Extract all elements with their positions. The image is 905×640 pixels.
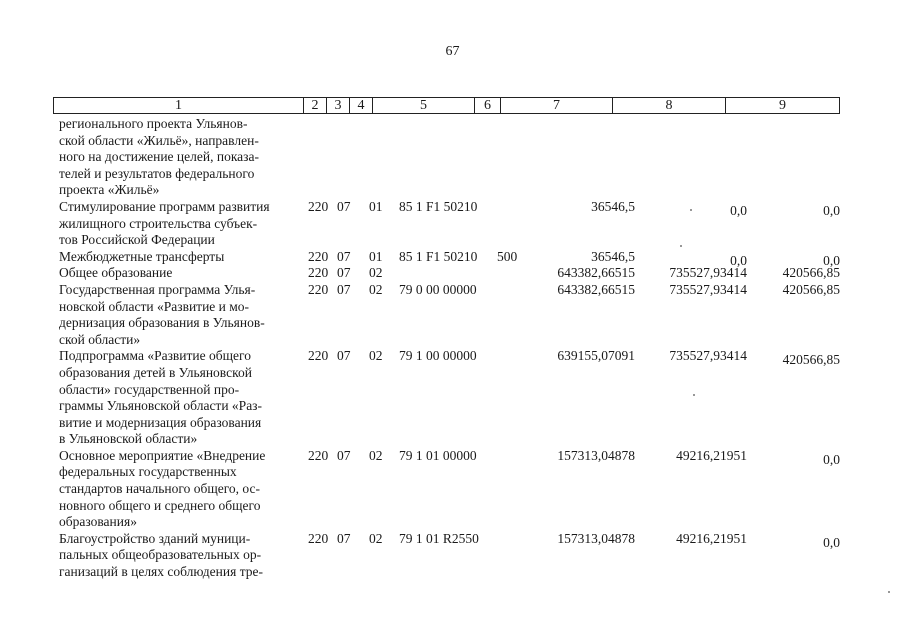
header-col-2: 2 xyxy=(304,98,327,113)
row-name: Стимулирование программ развития жилищного строительства субъек- тов Российской Федерации xyxy=(59,198,270,248)
row-name: Благоустройство зданий муници- пальных общеобразовательных ор- ганизаций в целях соблюдения тре- xyxy=(59,530,263,580)
cell-amount-3: 0,0 xyxy=(823,202,840,218)
cell-pr: 02 xyxy=(369,281,383,297)
table-row xyxy=(59,116,849,199)
cell-gr: 220 xyxy=(308,248,329,264)
cell-amount-2: 735527,93414 xyxy=(669,281,747,297)
table-row xyxy=(59,265,849,282)
cell-gr: 220 xyxy=(308,265,329,281)
cell-pr: 02 xyxy=(369,265,383,281)
cell-csr: 79 1 00 00000 xyxy=(399,348,477,364)
header-col-8: 8 xyxy=(613,98,726,113)
table-row xyxy=(59,282,849,348)
cell-pr: 01 xyxy=(369,248,383,264)
cell-amount-1: 643382,66515 xyxy=(557,265,635,281)
row-name: Основное мероприятие «Внедрение федеральных государственных стандартов начального общего, ос- новного общего и среднего общего образования» xyxy=(59,447,266,530)
table-row xyxy=(59,348,849,448)
header-col-7: 7 xyxy=(501,98,613,113)
header-col-5: 5 xyxy=(373,98,475,113)
cell-csr: 85 1 F1 50210 xyxy=(399,198,478,214)
cell-amount-2: 0,0 xyxy=(730,202,747,218)
table-body xyxy=(59,116,849,581)
scan-speck xyxy=(690,209,692,211)
cell-amount-2: 735527,93414 xyxy=(669,265,747,281)
cell-amount-1: 157313,04878 xyxy=(557,447,635,463)
cell-vr: 500 xyxy=(497,248,518,264)
cell-amount-1: 36546,5 xyxy=(591,248,635,264)
cell-csr: 79 0 00 00000 xyxy=(399,281,477,297)
scan-speck xyxy=(680,245,682,247)
header-col-3: 3 xyxy=(327,98,350,113)
cell-pr: 01 xyxy=(369,198,383,214)
cell-csr: 79 1 01 00000 xyxy=(399,447,477,463)
cell-amount-3: 0,0 xyxy=(823,451,840,467)
header-col-4: 4 xyxy=(350,98,373,113)
cell-amount-3: 0,0 xyxy=(823,534,840,550)
cell-csr: 79 1 01 R2550 xyxy=(399,530,479,546)
header-col-6: 6 xyxy=(475,98,501,113)
cell-gr: 220 xyxy=(308,281,329,297)
cell-amount-2: 0,0 xyxy=(730,252,747,268)
cell-rz: 07 xyxy=(337,265,351,281)
row-name: Общее образование xyxy=(59,265,173,281)
cell-amount-2: 49216,21951 xyxy=(676,530,747,546)
cell-gr: 220 xyxy=(308,348,329,364)
row-name: Подпрограмма «Развитие общего образования детей в Ульяновской области» государственной про- граммы Ульяновской области «Раз- витие и модернизация образования в Ульяновской области» xyxy=(59,348,263,447)
cell-amount-1: 639155,07091 xyxy=(557,348,635,364)
table-header xyxy=(53,97,840,114)
cell-rz: 07 xyxy=(337,281,351,297)
cell-amount-1: 643382,66515 xyxy=(557,281,635,297)
cell-rz: 07 xyxy=(337,447,351,463)
cell-amount-1: 157313,04878 xyxy=(557,530,635,546)
cell-amount-3: 420566,85 xyxy=(782,265,840,281)
page-number: 67 xyxy=(445,44,460,59)
row-name: Государственная программа Улья- новской области «Развитие и мо- дернизация образования в Ульянов- ской области» xyxy=(59,281,265,347)
row-name: регионального проекта Ульянов- ской области «Жильё», направлен- ного на достижение целей, показа- телей и результатов федерального проекта «Жильё» xyxy=(59,116,259,198)
cell-gr: 220 xyxy=(308,198,329,214)
cell-csr: 85 1 F1 50210 xyxy=(399,248,478,264)
cell-rz: 07 xyxy=(337,530,351,546)
cell-amount-1: 36546,5 xyxy=(591,198,635,214)
cell-gr: 220 xyxy=(308,447,329,463)
cell-amount-2: 735527,93414 xyxy=(669,348,747,364)
scan-speck xyxy=(693,394,695,396)
header-col-1: 1 xyxy=(54,98,304,113)
table-row xyxy=(59,531,849,581)
cell-rz: 07 xyxy=(337,198,351,214)
table-row xyxy=(59,199,849,249)
table-row xyxy=(59,249,849,266)
scan-speck xyxy=(888,591,890,593)
cell-gr: 220 xyxy=(308,530,329,546)
cell-pr: 02 xyxy=(369,348,383,364)
row-name: Межбюджетные трансферты xyxy=(59,248,225,264)
cell-rz: 07 xyxy=(337,248,351,264)
table-row xyxy=(59,448,849,531)
cell-amount-3: 420566,85 xyxy=(782,352,840,368)
cell-amount-3: 420566,85 xyxy=(782,281,840,297)
cell-pr: 02 xyxy=(369,530,383,546)
cell-amount-3: 0,0 xyxy=(823,252,840,268)
header-col-9: 9 xyxy=(779,98,786,113)
cell-pr: 02 xyxy=(369,447,383,463)
cell-rz: 07 xyxy=(337,348,351,364)
cell-amount-2: 49216,21951 xyxy=(676,447,747,463)
